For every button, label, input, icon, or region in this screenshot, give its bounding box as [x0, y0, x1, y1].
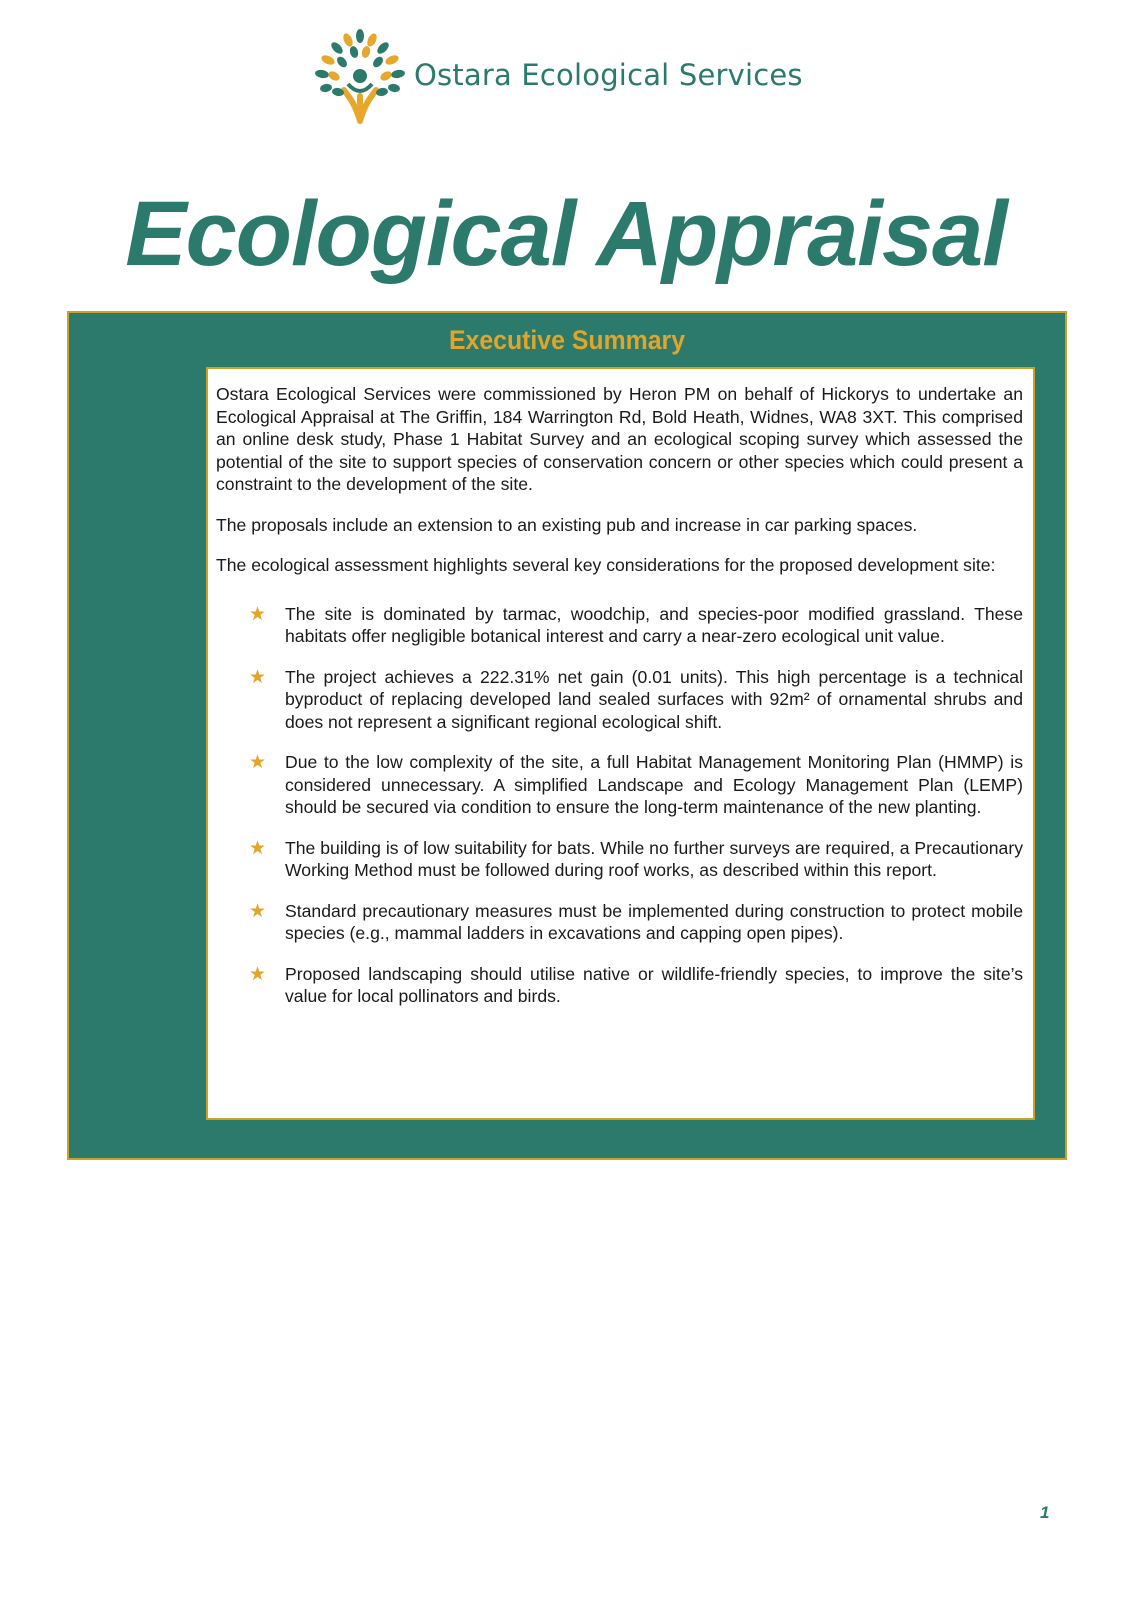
list-item-text: Proposed landscaping should utilise native or wildlife-friendly species, to improve the site’s value for local pollinators and birds. — [285, 963, 1023, 1006]
executive-summary-heading: Executive Summary — [448, 325, 686, 355]
list-item-text: The building is of low suitability for bats. While no further surveys are required, a Precautionary Working Method must be followed during roof works, as described within this report. — [285, 837, 1023, 880]
list-item-text: The site is dominated by tarmac, woodchip, and species-poor modified grassland. These habitats offer negligible botanical interest and carry a near-zero ecological unit value. — [285, 603, 1023, 646]
list-item-text: The project achieves a 222.31% net gain (0.01 units). This high percentage is a technical byproduct of replacing developed land sealed surfaces with 92m² of ornamental shrubs and does not represent a significant regional ecological shift. — [285, 666, 1023, 732]
list-item — [249, 751, 1023, 819]
list-item — [249, 963, 1023, 1008]
summary-paragraph: Ostara Ecological Services were commissioned by Heron PM on behalf of Hickorys to undertake an Ecological Appraisal at The Griffin, 184 Warrington Rd, Bold Heath, Widnes, WA8 3XT. This comprised an online desk study, Phase 1 Habitat Survey and an ecological scoping survey which assessed the potential of the site to support species of conservation concern or other species which could present a constraint to the development of the site. — [216, 384, 1023, 494]
star-icon: ★ — [249, 962, 267, 985]
page-number: 1 — [1040, 1503, 1050, 1522]
list-item — [249, 837, 1023, 882]
summary-paragraph: The proposals include an extension to an existing pub and increase in car parking spaces. — [216, 514, 918, 535]
star-icon: ★ — [249, 665, 267, 688]
star-icon: ★ — [249, 602, 267, 625]
star-icon: ★ — [249, 751, 267, 773]
list-item-text: Due to the low complexity of the site, a full Habitat Management Monitoring Plan (HMMP) is considered unnecessary. A simplified Landscape and Ecology Management Plan (LEMP) should be secured via condition to ensure the long-term maintenance of the new planting. — [285, 752, 1023, 817]
document-title: Ecological Appraisal — [125, 183, 1007, 285]
brand-name: Ostara Ecological Services — [414, 58, 803, 92]
summary-paragraph: The ecological assessment highlights several key considerations for the proposed development site: — [216, 555, 996, 575]
list-item — [249, 603, 1023, 648]
key-considerations-list — [216, 603, 1023, 1008]
company-logo — [310, 26, 830, 126]
list-item — [249, 900, 1023, 945]
list-item-text: Standard precautionary measures must be implemented during construction to protect mobile species (e.g., mammal ladders in excavations and capping open pipes). — [285, 900, 1023, 943]
executive-summary-content — [206, 367, 1035, 1120]
star-icon: ★ — [249, 836, 267, 859]
list-item — [249, 666, 1023, 734]
tree-person-logo-icon — [310, 26, 410, 126]
executive-summary-panel — [67, 311, 1067, 1160]
star-icon: ★ — [249, 899, 267, 922]
